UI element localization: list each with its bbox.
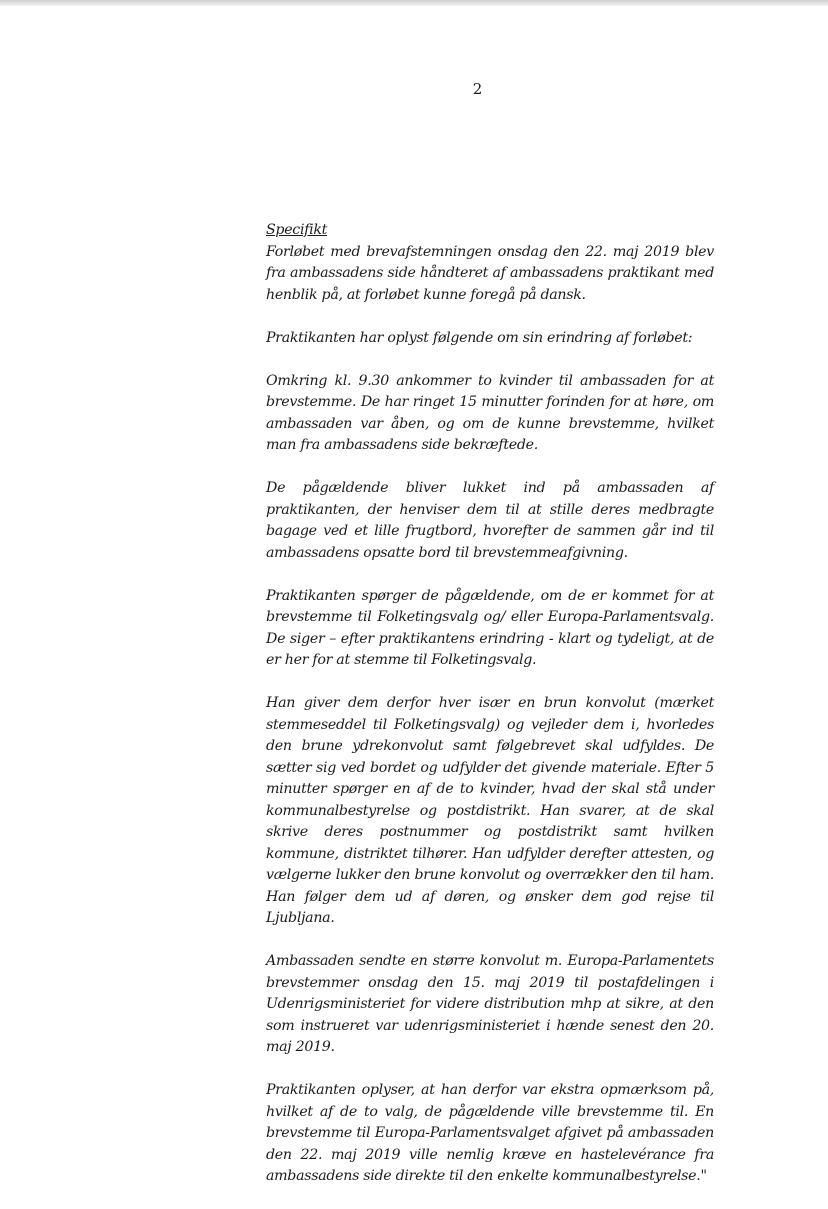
paragraph-text: Forløbet med brevafstemningen onsdag den 22. maj 2019 blev fra ambassadens side håndteret af ambassadens praktikant med henblik på, at forløbet kunne foregå på dansk. (266, 243, 714, 303)
paragraph: Praktikanten spørger de pågældende, om de er kommet for at brevstemme til Folketingsvalg og/ eller Europa-Parlamentsvalg. De siger – efter praktikantens erindring - klart og tydeligt, at de er her for at stemme til Folketingsvalg. (266, 587, 714, 668)
paragraph: Han giver dem derfor hver især en brun konvolut (mærket stemmeseddel til Folketingsvalg) og vejleder dem i, hvorledes den brune ydrekonvolut samt følgebrevet skal udfyldes. De sætter sig ved bordet og udfylder det givende materiale. Efter 5 minutter spørger en af de to kvinder, hvad der skal stå under kommunalbestyrelse og postdistrikt. Han svarer, at de skal skrive deres postnummer og postdistrikt samt hvilken kommune, distriktet tilhører. Han udfylder derefter attesten, og vælgerne lukker den brune konvolut og overrækker den til ham. Han følger dem ud af døren, og ønsker dem god rejse til Ljubljana. (266, 695, 714, 926)
paragraph: Omkring kl. 9.30 ankommer to kvinder til ambassaden for at brevstemme. De har ringet 15 minutter forinden for at høre, om ambassaden var åben, og om de kunne brevstemme, hvilket man fra ambassadens side bekræftede. (266, 372, 714, 453)
paragraph: Ambassaden sendte en større konvolut m. Europa-Parlamentets brevstemmer onsdag den 15. maj 2019 til postafdelingen i Udenrigsministeriet for videre distribution mhp at sikre, at den som instrueret var udenrigsministeriet i hænde senest den 20. maj 2019. (266, 953, 714, 1055)
section-heading: Specifikt (266, 222, 328, 238)
scan-edge (0, 0, 828, 6)
document-body (266, 220, 714, 1209)
paragraph: Praktikanten har oplyst følgende om sin erindring af forløbet: (266, 329, 693, 346)
paragraph-intro (266, 220, 714, 306)
paragraph: De pågældende bliver lukket ind på ambassaden af praktikanten, der henviser dem til at stille deres medbragte bagage ved et lille frugtbord, hvorefter de sammen går ind til ambassadens opsatte bord til brevstemmeafgivning. (266, 480, 714, 561)
page-number: 2 (472, 80, 483, 98)
paragraph: Praktikanten oplyser, at han derfor var ekstra opmærksom på, hvilket af de to valg, de pågældende ville brevstemme til. En brevstemme til Europa-Parlamentsvalget afgivet på ambassaden den 22. maj 2019 ville nemlig kræve en hastelevérance fra ambassadens side direkte til den enkelte kommunalbestyrelse." (266, 1082, 714, 1184)
